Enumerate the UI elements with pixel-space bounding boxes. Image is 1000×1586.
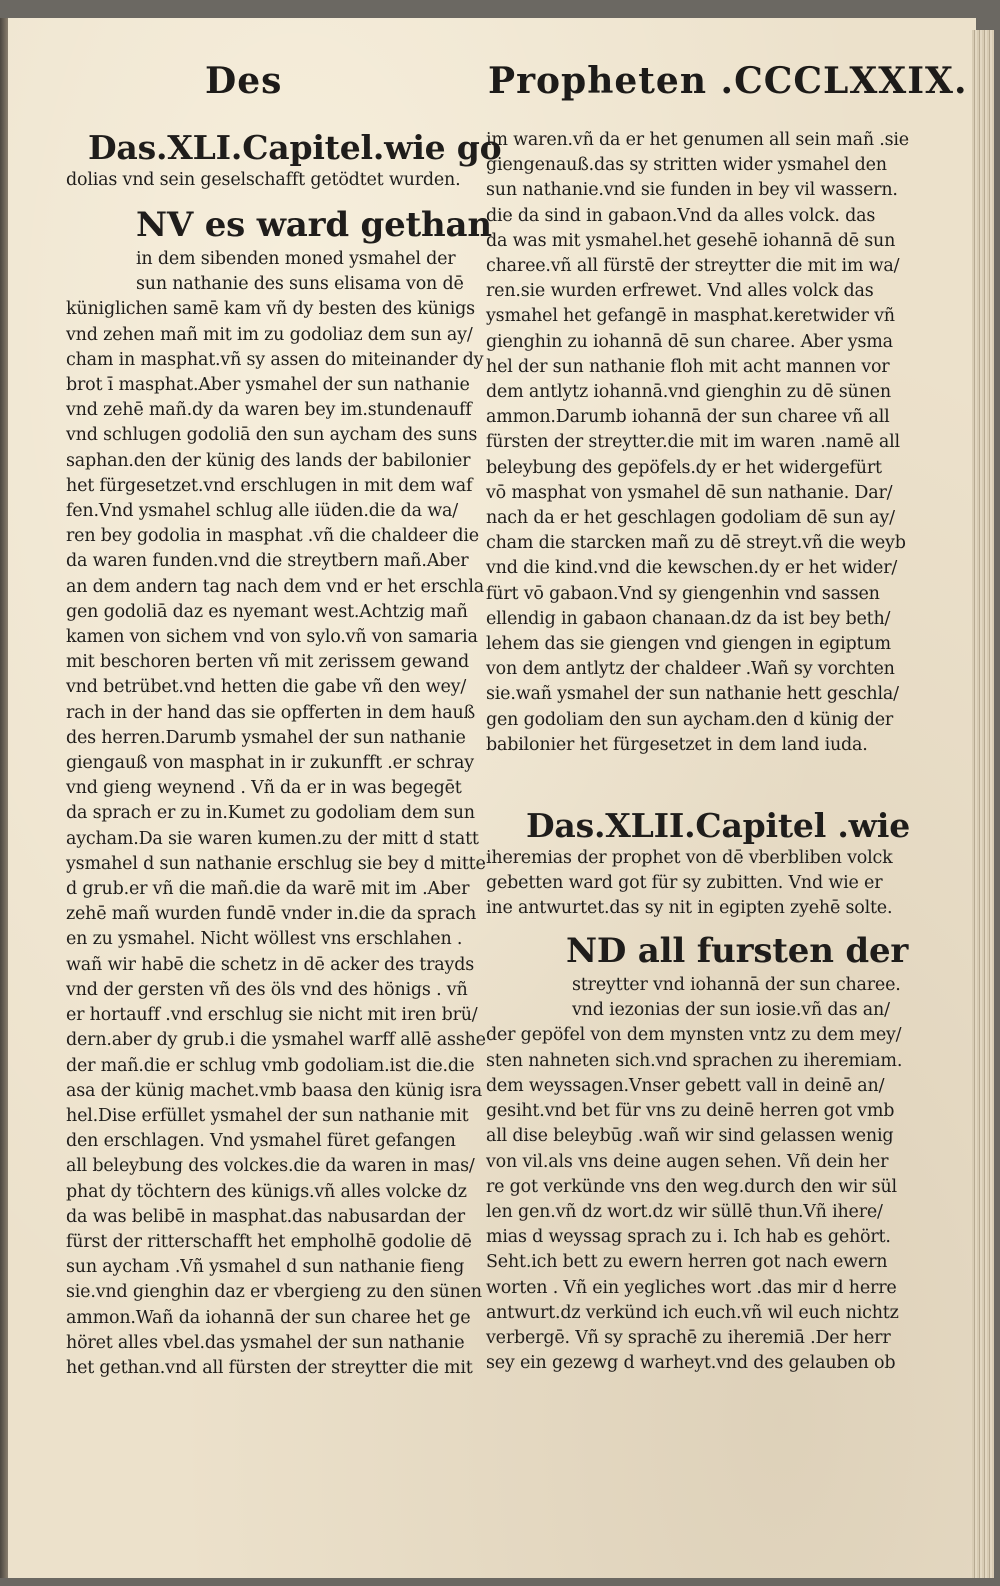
text-line: den erschlagen. Vnd ysmahel füret gefangen <box>66 1131 456 1152</box>
text-line: aycham.Da sie waren kumen.zu der mitt d statt <box>66 828 479 849</box>
chapter-heading-2: Das.XLII.Capitel .wie <box>526 806 910 846</box>
running-head-right: Propheten .CCCLXXIX. <box>488 60 968 102</box>
text-line: gen godoliam den sun aycham.den d künig der <box>486 709 894 730</box>
chapter-summary-2 <box>486 846 893 921</box>
page-fore-edge <box>972 30 994 1578</box>
text-line: vnd schlugen godoliā den sun aycham des suns <box>66 425 478 446</box>
text-line: im waren.vñ da er het genumen all sein mañ .sie <box>486 130 909 150</box>
text-line: sun nathanie.vnd sie funden in bey vil wassern. <box>486 180 898 201</box>
text-line: die da sind in gabaon.Vnd da alles volck. das <box>486 205 876 226</box>
text-line: er hortauff .vnd erschlug sie nicht mit iren brü/ <box>66 1005 478 1026</box>
chapter-summary: dolias vnd sein geselschafft getödtet wurden. <box>66 170 461 190</box>
text-line: verbergē. Vñ sy sprachē zu iheremiā .Der herr <box>486 1327 891 1348</box>
text-line: ammon.Darumb iohannā der sun charee vñ all <box>486 407 890 428</box>
text-line: giengauß von masphat in ir zukunfft .er schray <box>66 753 474 774</box>
text-line: vnd die kind.vnd die kewschen.dy er het wider/ <box>486 558 898 579</box>
text-line: fürsten der streytter.die mit im waren .namē all <box>486 432 900 453</box>
text-line: dern.aber dy grub.i die ysmahel warff allē asshe <box>66 1030 486 1051</box>
text-line: gienghin zu iohannā dē sun charee. Aber ysma <box>486 331 893 352</box>
text-line: Seht.ich bett zu ewern herren got nach ewern <box>486 1252 888 1273</box>
text-line: vnd zehen mañ mit im zu godoliaz dem sun ay/ <box>66 324 473 345</box>
text-line: worten . Vñ ein yegliches wort .das mir d herre <box>486 1277 897 1298</box>
text-line: sun aycham .Vñ ysmahel d sun nathanie fieng <box>66 1257 465 1278</box>
text-line: re got verkünde vns den weg.durch den wir sül <box>486 1176 897 1197</box>
text-line: het gethan.vnd all fürsten der streytter die mit <box>66 1357 473 1378</box>
right-column <box>486 128 910 1376</box>
text-line: kamen von sichem vnd von sylo.vñ von samaria <box>66 627 478 648</box>
text-line: da waren funden.vnd die streytbern mañ.Aber <box>66 551 469 572</box>
text-line: ine antwurtet.das sy nit in egipten zyehē solte. <box>486 898 893 919</box>
text-line: het fürgesetzet.vnd erschlugen in mit dem waf <box>66 475 473 496</box>
text-line: charee.vñ all fürstē der streytter die mit im wa/ <box>486 256 900 277</box>
text-line: ysmahel d sun nathanie erschlug sie bey d mitte <box>66 853 486 874</box>
text-line: der mañ.die er schlug vmb godoliam.ist die.die <box>66 1055 475 1076</box>
text-line: sie.vnd gienghin daz er vbergieng zu den sünen <box>66 1282 482 1303</box>
text-line: sie.wañ ysmahel der sun nathanie hett geschla/ <box>486 684 899 705</box>
text-line: ren.sie wurden erfrewet. Vnd alles volck das <box>486 281 874 302</box>
text-line: all beleybung des volckes.die da waren in mas/ <box>66 1156 475 1177</box>
text-line: en zu ysmahel. Nicht wöllest vns erschlahen . <box>66 929 463 950</box>
text-line: küniglichen samē kam vñ dy besten des künigs <box>66 299 475 320</box>
text-line: antwurt.dz verkünd ich euch.vñ wil euch nichtz <box>486 1302 899 1323</box>
text-line: lehem das sie giengen vnd giengen in egiptum <box>486 634 891 655</box>
text-line: von dem antlytz der chaldeer .Wañ sy vorchten <box>486 659 895 680</box>
text-line: von vil.als vns deine augen sehen. Vñ dein her <box>486 1151 889 1172</box>
text-line: cham in masphat.vñ sy assen do miteinander dy <box>66 349 484 370</box>
text-line: des herren.Darumb ysmahel der sun nathanie <box>66 727 466 748</box>
text-line: fürt vō gabaon.Vnd sy giengenhin vnd sassen <box>486 583 880 604</box>
text-line: dem antlytz iohannā.vnd gienghin zu dē sünen <box>486 382 891 403</box>
text-line: sun nathanie des suns elisama von dē <box>136 274 464 295</box>
text-line: gebetten ward got für sy zubitten. Vnd wie er <box>486 873 883 894</box>
text-line: mias d weyssag sprach zu i. Ich hab es gehört. <box>486 1227 891 1248</box>
text-line: sey ein gezewg d warheyt.vnd des gelauben ob <box>486 1353 896 1374</box>
text-line: streytter vnd iohannā der sun charee. <box>572 975 901 996</box>
text-line: da was mit ysmahel.het gesehē iohannā dē sun <box>486 230 896 251</box>
text-line: cham die starcken mañ zu dē streyt.vñ die weyb <box>486 533 906 554</box>
text-line: fen.Vnd ysmahel schlug alle iüden.die da wa/ <box>66 501 458 522</box>
text-line: wañ wir habē die schetz in dē acker des trayds <box>66 954 474 975</box>
text-line: len gen.vñ dz wort.dz wir süllē thun.Vñ ihere/ <box>486 1201 883 1222</box>
text-line: da was belibē in masphat.das nabusardan der <box>66 1206 465 1227</box>
text-line: beleybung des gepöfels.dy er het widergefürt <box>486 457 882 478</box>
text-line: rach in der hand das sie opfferten in dem hauß <box>66 702 476 723</box>
text-line: vnd zehē mañ.dy da waren bey im.stundenauff <box>66 400 472 421</box>
text-line: der gepöfel von dem mynsten vntz zu dem mey/ <box>486 1025 902 1046</box>
text-line: d grub.er vñ die mañ.die da warē mit im .Aber <box>66 879 470 900</box>
right-text-lines-top <box>486 128 909 758</box>
text-line: ren bey godolia in masphat .vñ die chaldeer die <box>66 526 479 547</box>
text-line: vnd betrübet.vnd hetten die gabe vñ den wey/ <box>66 677 467 698</box>
text-line: brot ī masphat.Aber ysmahel der sun nathanie <box>66 375 470 396</box>
text-line: nach da er het geschlagen godoliam dē sun ay/ <box>486 508 895 529</box>
text-line: gesiht.vnd bet für vns zu deinē herren got vmb <box>486 1101 895 1122</box>
text-line: sten nahneten sich.vnd sprachen zu iheremiam. <box>486 1050 903 1071</box>
text-line: all dise beleybūg .wañ wir sind gelassen wenig <box>486 1126 894 1147</box>
text-line: ammon.Wañ da iohannā der sun charee het ge <box>66 1307 471 1328</box>
running-head-left: Des <box>205 60 283 102</box>
text-line: asa der künig machet.vmb baasa den künig isra <box>66 1080 483 1101</box>
right-text-lines-bottom <box>486 1023 903 1376</box>
text-line: saphan.den der künig des lands der babilonier <box>66 450 471 471</box>
text-line: vnd iezonias der sun iosie.vñ das an/ <box>572 1000 890 1021</box>
left-column <box>66 128 502 1381</box>
left-text-lines <box>66 247 486 1381</box>
text-line: in dem sibenden moned ysmahel der <box>136 249 456 269</box>
text-line: ysmahel het gefangē in masphat.keretwider vñ <box>486 306 895 327</box>
text-line: fürst der ritterschafft het empholhē godolie dē <box>66 1231 472 1252</box>
text-line: mit beschoren berten vñ mit zerissem gewand <box>66 652 470 673</box>
text-line: vnd der gersten vñ des öls vnd des hönigs . vñ <box>66 979 468 1000</box>
text-line: vō masphat von ysmahel dē sun nathanie. Dar/ <box>486 482 893 503</box>
text-line: giengenauß.das sy stritten wider ysmahel den <box>486 155 887 176</box>
text-line: an dem andern tag nach dem vnd er het erschla <box>66 576 484 597</box>
text-line: vnd gieng weynend . Vñ da er in was begegēt <box>66 778 462 799</box>
text-line: dem weyssagen.Vnser gebett vall in deinē an/ <box>486 1075 885 1096</box>
text-line: iheremias der prophet von dē vberbliben volck <box>486 848 893 869</box>
text-line: babilonier het fürgesetzet in dem land iuda. <box>486 734 868 755</box>
text-line: höret alles vbel.das ysmahel der sun nathanie <box>66 1332 465 1353</box>
text-line: hel.Dise erfüllet ysmahel der sun nathanie mit <box>66 1105 469 1126</box>
text-line: hel der sun nathanie floh mit acht mannen vor <box>486 356 890 377</box>
text-line: ellendig in gabaon chanaan.dz da ist bey beth/ <box>486 608 891 629</box>
right-text-lines-indented <box>486 973 901 1023</box>
text-line: phat dy töchtern des künigs.vñ alles volcke dz <box>66 1181 467 1202</box>
chapter-incipit: NV es ward gethan <box>136 205 492 245</box>
text-line: zehē mañ wurden fundē vnder in.die da sprach <box>66 904 477 925</box>
chapter-incipit-2: ND all fursten der <box>566 931 909 972</box>
text-line: da sprach er zu in.Kumet zu godoliam dem sun <box>66 803 475 824</box>
text-line: gen godoliā daz es nyemant west.Achtzig mañ <box>66 601 468 622</box>
chapter-heading: Das.XLI.Capitel.wie go <box>88 128 502 167</box>
